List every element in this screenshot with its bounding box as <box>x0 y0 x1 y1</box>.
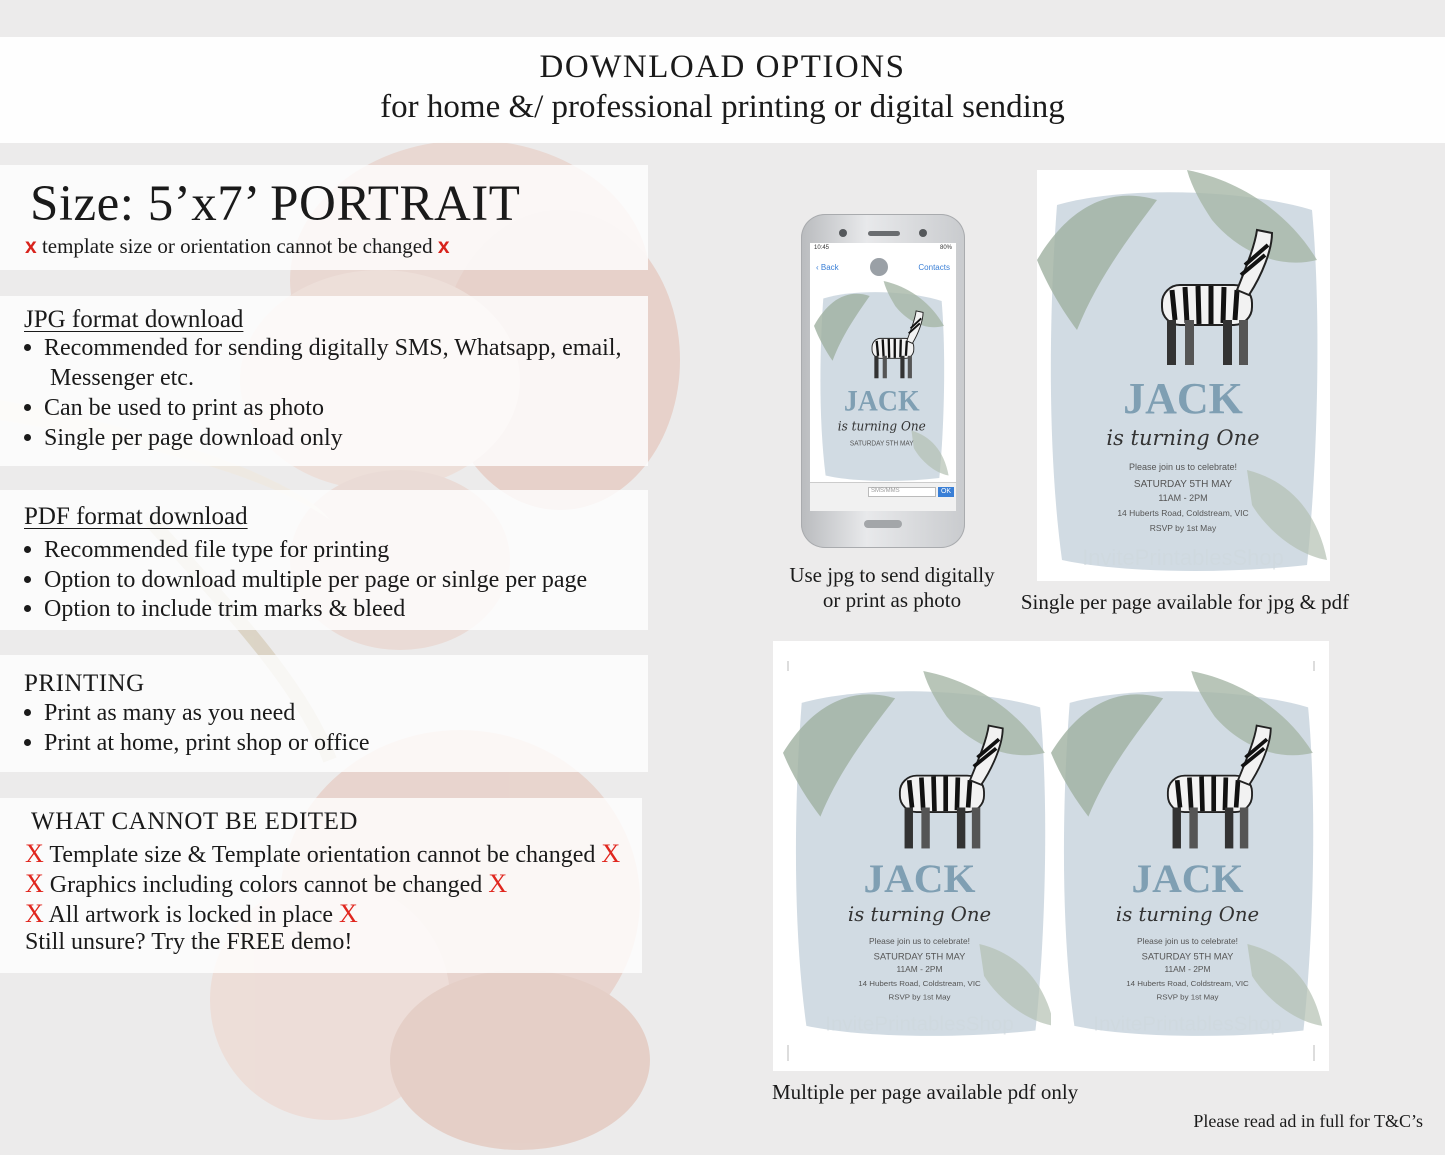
size-note-text: template size or orientation cannot be changed <box>41 234 433 258</box>
bullet-icon <box>24 434 31 441</box>
phone-screen <box>810 243 956 511</box>
invitation-address: 14 Huberts Road, Coldstream, VIC <box>1117 508 1249 518</box>
x-mark-icon: X <box>601 839 621 868</box>
invitation-time: 11AM - 2PM <box>896 964 943 975</box>
jpg-title: JPG format download <box>24 306 244 333</box>
svg-text:is turning One: is turning One <box>837 418 926 434</box>
camera-icon <box>839 229 847 237</box>
header-banner <box>0 37 1445 143</box>
bullet-icon <box>24 344 31 351</box>
invitation-name: JACK <box>1123 374 1243 423</box>
single-invitation-preview <box>1037 170 1330 581</box>
jpg-panel <box>0 296 648 466</box>
size-panel <box>0 165 648 270</box>
multi-invitation-preview <box>773 641 1329 1071</box>
list-item: Single per page download only <box>24 425 343 452</box>
back-link[interactable]: ‹ Back <box>816 262 839 272</box>
invitation-name: JACK <box>1131 856 1244 902</box>
x-mark-icon: X <box>25 899 44 928</box>
list-item: X Graphics including colors cannot be changed X <box>25 869 508 898</box>
list-item: Messenger etc. <box>50 365 194 391</box>
invitation-sheet <box>773 641 1329 1071</box>
list-item: Option to include trim marks & bleed <box>24 596 405 623</box>
invitation-time: 11AM - 2PM <box>1158 493 1208 503</box>
invitation-tagline: is turning One <box>847 903 992 927</box>
pdf-title: PDF format download <box>24 503 248 530</box>
sms-input[interactable]: SMS/MMS <box>868 487 936 497</box>
invitation-time: 11AM - 2PM <box>1164 964 1211 975</box>
multi-caption: Multiple per page available pdf only <box>772 1080 1079 1104</box>
bullet-icon <box>24 546 31 553</box>
bullet-icon <box>24 739 31 746</box>
bullet-icon <box>24 605 31 612</box>
page-title: DOWNLOAD OPTIONS <box>539 49 906 85</box>
invitation-tagline: is turning One <box>1106 426 1260 450</box>
invitation-join: Please join us to celebrate! <box>869 936 970 946</box>
list-item: Can be used to print as photo <box>24 395 324 422</box>
invitation-tagline: is turning One <box>1115 903 1260 927</box>
pdf-panel <box>0 490 648 630</box>
list-item: Recommended file type for printing <box>24 537 389 564</box>
list-item: Recommended for sending digitally SMS, Whatsapp, email, <box>24 335 621 362</box>
invitation-date: SATURDAY 5TH MAY <box>1133 479 1233 490</box>
invitation-join: Please join us to celebrate! <box>1128 462 1238 472</box>
invitation-join: Please join us to celebrate! <box>1137 936 1238 946</box>
list-item: Print as many as you need <box>24 700 295 727</box>
message-input-bar <box>810 482 956 511</box>
x-mark-icon: x <box>25 235 37 258</box>
avatar <box>870 258 888 276</box>
sensor-icon <box>919 229 927 237</box>
printing-panel <box>0 655 648 772</box>
bullet-icon <box>24 576 31 583</box>
list-item: Option to download multiple per page or sinlge per page <box>24 567 587 594</box>
invitation-rsvp: RSVP by 1st May <box>1149 523 1217 533</box>
invitation-date: SATURDAY 5TH MAY <box>873 951 966 962</box>
send-button[interactable]: OK <box>938 487 954 497</box>
invitation-address: 14 Huberts Road, Coldstream, VIC <box>1126 978 1249 988</box>
printing-title: PRINTING <box>24 670 145 697</box>
list-item: Print at home, print shop or office <box>24 730 370 757</box>
single-caption: Single per page available for jpg & pdf <box>1020 590 1350 614</box>
size-note <box>25 234 450 259</box>
watermark: InvitePrintablesShop <box>1082 545 1284 570</box>
list-item: X Template size & Template orientation cannot be changed X <box>25 839 621 868</box>
watermark: InvitePrintablesShop <box>1093 1013 1282 1036</box>
home-button <box>864 520 902 528</box>
svg-text:JACK: JACK <box>843 384 920 418</box>
invitation-rsvp: RSVP by 1st May <box>1156 992 1219 1002</box>
invitation-name: JACK <box>863 856 976 902</box>
x-mark-icon: X <box>25 839 44 868</box>
bullet-icon <box>24 404 31 411</box>
invitation-address: 14 Huberts Road, Coldstream, VIC <box>858 978 981 988</box>
demo-prompt: Still unsure? Try the FREE demo! <box>25 929 353 955</box>
invitation-rsvp: RSVP by 1st May <box>888 992 951 1002</box>
phone-mockup <box>801 214 965 548</box>
bullet-icon <box>24 709 31 716</box>
size-title: Size: 5’x7’ PORTRAIT <box>30 176 521 232</box>
speaker-icon <box>868 231 900 236</box>
contacts-link[interactable]: Contacts <box>918 262 950 272</box>
invitation-date: SATURDAY 5TH MAY <box>1141 951 1234 962</box>
cannot-edit-title: WHAT CANNOT BE EDITED <box>31 808 358 835</box>
status-bar: 10:45 80% <box>814 245 952 251</box>
list-item: X All artwork is locked in place X <box>25 899 358 928</box>
phone-caption: Use jpg to send digitally or print as photo <box>789 563 995 612</box>
page-subtitle: for home &/ professional printing or digital sending <box>380 89 1065 125</box>
invitation-thumbnail <box>814 281 950 486</box>
invitation-card <box>1037 170 1330 581</box>
x-mark-icon: x <box>437 235 450 258</box>
svg-text:SATURDAY 5TH MAY: SATURDAY 5TH MAY <box>849 440 914 448</box>
cannot-edit-panel <box>0 798 642 973</box>
watermark: InvitePrintablesShop <box>825 1013 1014 1036</box>
x-mark-icon: X <box>25 869 44 898</box>
x-mark-icon: X <box>488 869 508 898</box>
x-mark-icon: X <box>339 899 358 928</box>
message-nav <box>810 257 956 277</box>
fine-print: Please read ad in full for T&C’s <box>1193 1111 1423 1131</box>
